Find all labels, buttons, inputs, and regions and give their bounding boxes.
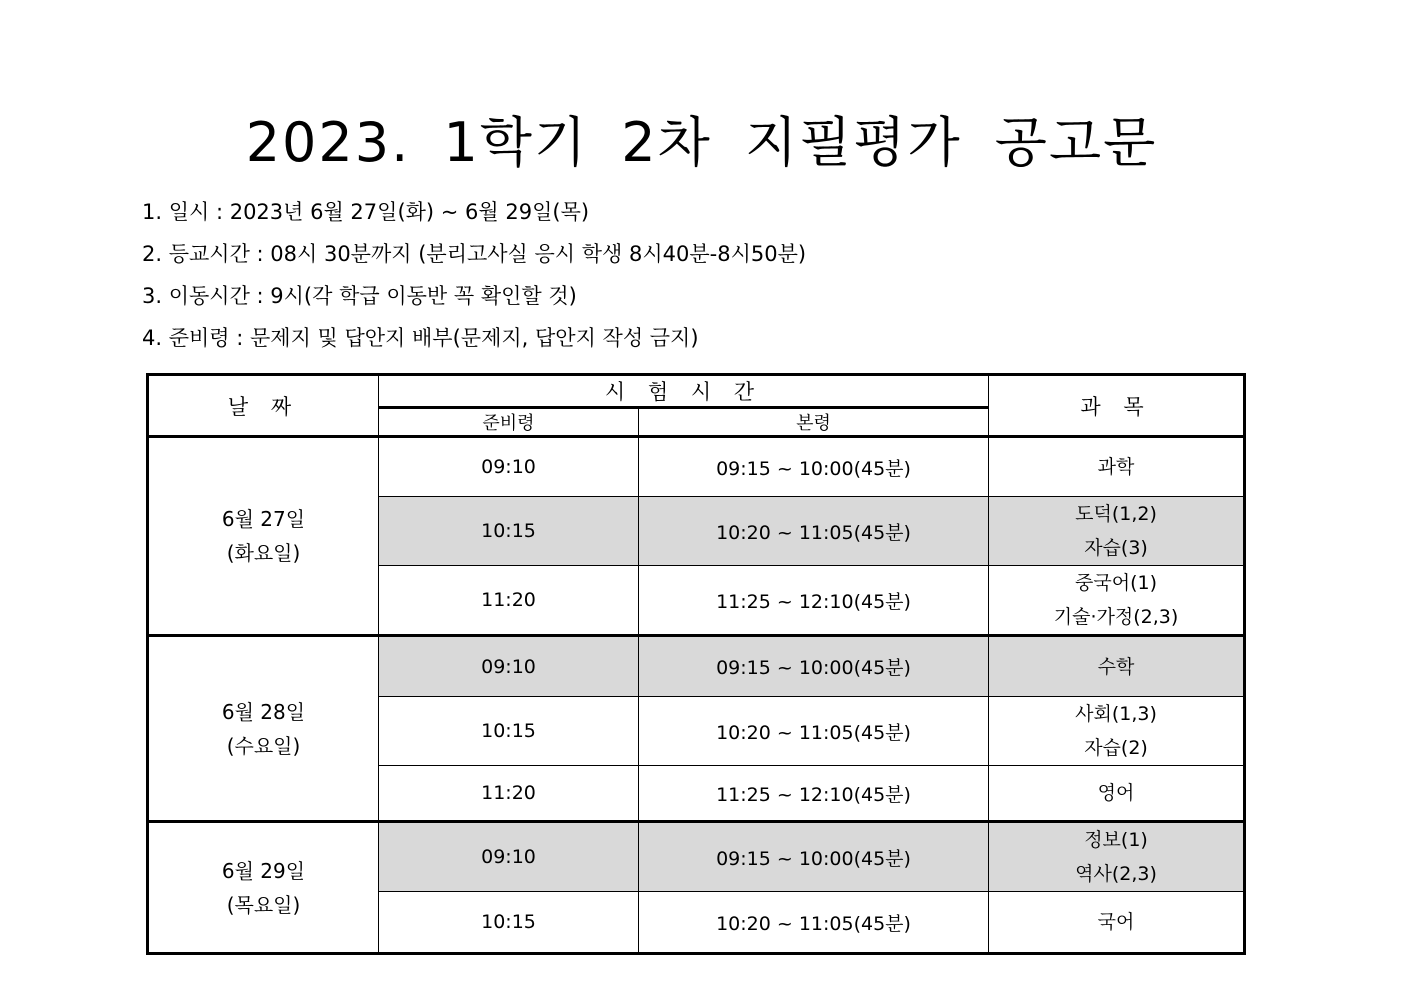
- notice-item-move: 3. 이동시간 : 9시(각 학급 이동반 꼭 확인할 것): [142, 284, 577, 308]
- header-exam-time: 시 험 시 간: [379, 375, 989, 408]
- header-date: 날 짜: [148, 375, 379, 437]
- prep-time-cell: 10:15: [379, 497, 639, 566]
- main-time-cell: 09:15 ~ 10:00(45분): [639, 822, 989, 892]
- subject-name: 중국어(1): [1075, 572, 1157, 594]
- day-weekday: (화요일): [226, 541, 301, 565]
- main-time-cell: 11:25 ~ 12:10(45분): [639, 566, 989, 636]
- subject-name: 기술·가정(2,3): [1053, 606, 1179, 628]
- exam-schedule-table: [146, 373, 1246, 955]
- prep-time-cell: 11:20: [379, 566, 639, 636]
- subject-name: 국어: [1097, 911, 1135, 933]
- main-time-cell: 10:20 ~ 11:05(45분): [639, 697, 989, 766]
- schedule-row: [148, 437, 1245, 497]
- main-time-cell: 09:15 ~ 10:00(45분): [639, 636, 989, 697]
- header-prep: 준비령: [379, 408, 639, 437]
- prep-time-cell: 10:15: [379, 892, 639, 954]
- subject-cell: [989, 697, 1245, 766]
- day-date: 6월 27일: [221, 507, 306, 531]
- day-cell: [148, 822, 379, 954]
- subject-name: 사회(1,3): [1075, 703, 1157, 725]
- notice-item-date: 1. 일시 : 2023년 6월 27일(화) ~ 6월 29일(목): [142, 200, 590, 224]
- subject-name: 수학: [1097, 655, 1135, 678]
- prep-time-cell: 10:15: [379, 697, 639, 766]
- subject-cell: [989, 636, 1245, 697]
- subject-name: 자습(2): [1084, 737, 1148, 759]
- subject-name: 영어: [1097, 782, 1135, 804]
- subject-name: 정보(1): [1084, 829, 1148, 851]
- subject-cell: [989, 437, 1245, 497]
- prep-time-cell: 09:10: [379, 822, 639, 892]
- schedule-row: [148, 822, 1245, 892]
- day-weekday: (수요일): [226, 733, 301, 758]
- subject-cell: [989, 892, 1245, 954]
- subject-cell: [989, 766, 1245, 822]
- main-time-cell: 11:25 ~ 12:10(45분): [639, 766, 989, 822]
- prep-time-cell: 09:10: [379, 437, 639, 497]
- page-title: 2023. 1학기 2차 지필평가 공고문: [245, 111, 1158, 174]
- schedule-row: [148, 636, 1245, 697]
- header-main: 본령: [639, 408, 989, 437]
- notice-item-arrival: 2. 등교시간 : 08시 30분까지 (분리고사실 응시 학생 8시40분-8시50분): [142, 242, 807, 266]
- subject-name: 도덕(1,2): [1075, 503, 1157, 525]
- subject-name: 자습(3): [1084, 537, 1148, 559]
- day-date: 6월 29일: [221, 858, 306, 883]
- main-time-cell: 09:15 ~ 10:00(45분): [639, 437, 989, 497]
- day-date: 6월 28일: [221, 699, 306, 724]
- notice-list: [142, 196, 806, 364]
- day-weekday: (목요일): [226, 892, 301, 917]
- main-time-cell: 10:20 ~ 11:05(45분): [639, 497, 989, 566]
- notice-item-prep: 4. 준비령 : 문제지 및 답안지 배부(문제지, 답안지 작성 금지): [142, 326, 699, 350]
- prep-time-cell: 09:10: [379, 636, 639, 697]
- main-time-cell: 10:20 ~ 11:05(45분): [639, 892, 989, 954]
- header-subject: 과 목: [989, 375, 1245, 437]
- subject-name: 과학: [1097, 456, 1135, 478]
- prep-time-cell: 11:20: [379, 766, 639, 822]
- subject-cell: [989, 822, 1245, 892]
- subject-cell: [989, 566, 1245, 636]
- subject-name: 역사(2,3): [1075, 863, 1157, 885]
- day-cell: [148, 636, 379, 822]
- day-cell: [148, 437, 379, 636]
- subject-cell: [989, 497, 1245, 566]
